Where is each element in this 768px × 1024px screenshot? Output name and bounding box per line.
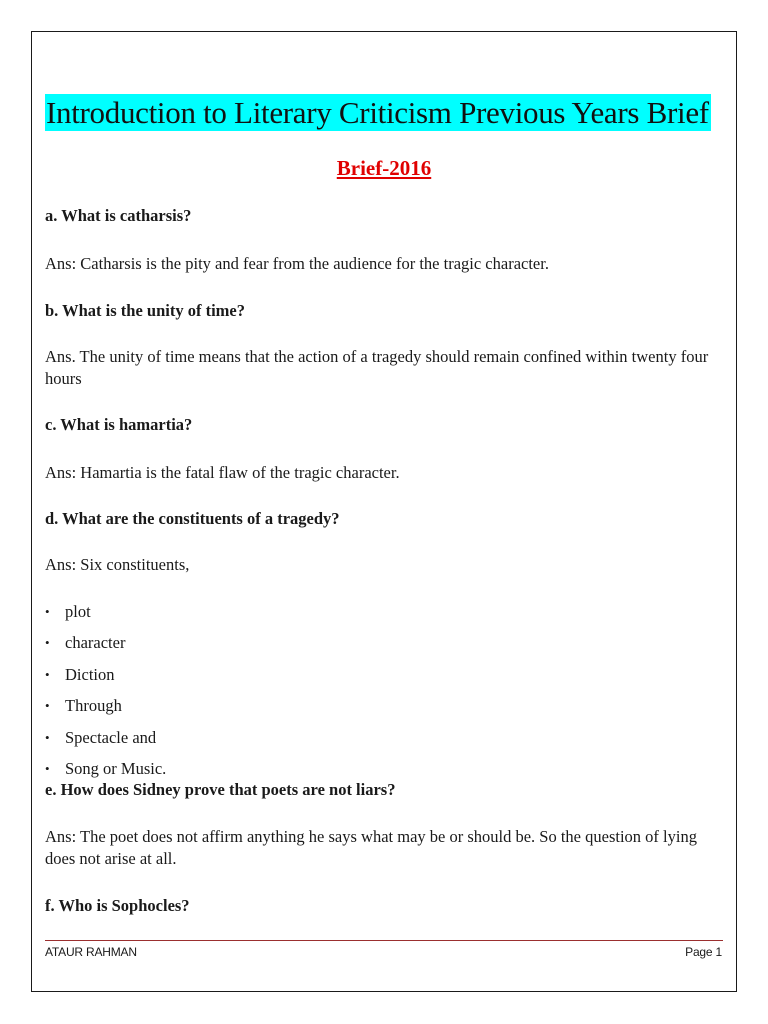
footer-page-number: Page 1 <box>685 945 722 959</box>
list-item <box>45 727 166 758</box>
footer-divider <box>45 940 723 941</box>
answer-c: Ans: Hamartia is the fatal flaw of the tragic character. <box>45 463 400 482</box>
question-f: f. Who is Sophocles? <box>45 896 190 915</box>
bullet-icon: • <box>45 635 50 651</box>
list-item-text: Diction <box>65 664 115 684</box>
answer-e: Ans: The poet does not affirm anything he says what may be or should be. So the question of lying does not arise at all. <box>45 827 697 868</box>
document-title-block <box>45 94 711 131</box>
list-item-text: Through <box>65 696 122 716</box>
list-item <box>45 664 166 695</box>
list-item-text: Spectacle and <box>65 727 157 747</box>
question-d: d. What are the constituents of a tragedy? <box>45 509 340 528</box>
bullet-icon: • <box>45 729 50 745</box>
footer-author: ATAUR RAHMAN <box>45 945 137 959</box>
document-title: Introduction to Literary Criticism Previous Years Brief <box>46 95 709 130</box>
constituents-list <box>45 601 166 789</box>
answer-a: Ans: Catharsis is the pity and fear from the audience for the tragic character. <box>45 254 549 273</box>
list-item-text: character <box>65 633 126 653</box>
bullet-icon: • <box>45 666 50 682</box>
bullet-icon: • <box>45 760 50 776</box>
list-item-text: Song or Music. <box>65 758 167 778</box>
list-item <box>45 695 166 726</box>
bullet-icon: • <box>45 604 50 619</box>
list-item-text: plot <box>65 602 91 621</box>
list-item <box>45 632 166 663</box>
answer-d: Ans: Six constituents, <box>45 555 190 574</box>
question-e: e. How does Sidney prove that poets are not liars? <box>45 780 396 799</box>
question-a: a. What is catharsis? <box>45 206 192 225</box>
bullet-icon: • <box>45 698 50 714</box>
question-c: c. What is hamartia? <box>45 415 193 434</box>
question-b: b. What is the unity of time? <box>45 301 245 320</box>
section-heading: Brief-2016 <box>336 156 432 180</box>
answer-b: Ans. The unity of time means that the action of a tragedy should remain confined within twenty four hours <box>45 347 709 388</box>
list-item <box>45 601 166 632</box>
